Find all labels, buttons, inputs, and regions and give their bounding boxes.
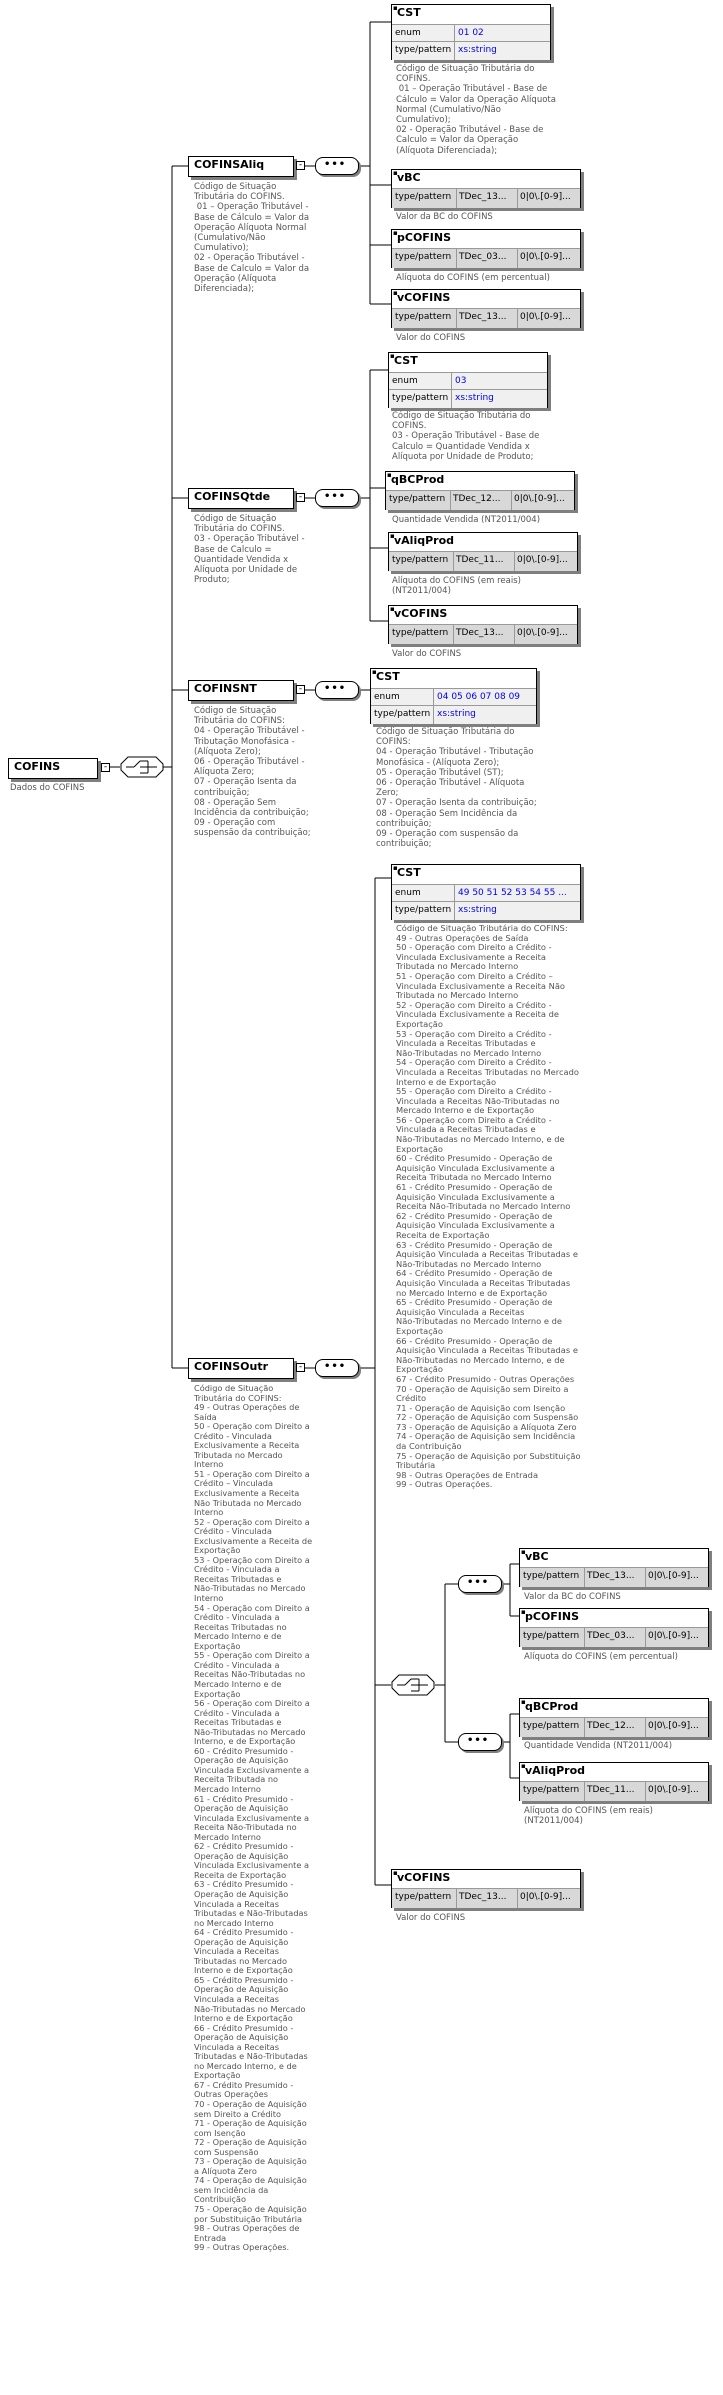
root-element-name: COFINS	[14, 760, 61, 773]
attribute-name: CST	[397, 6, 421, 19]
element-description: Código de Situação Tributária do COFINS: 49 - Outras Operações de Saída 50 - Operação com Direito a Crédito - Vinculada Exclusivamente a Receita Tributada no Mercado Interno 51 - Operação com Direito a Crédito – Vinculada Exclusivamente a Receita Não Tributada no Mercado Interno 52 - Operação com Direito a Crédito - Vinculada Exclusivamente a Receita de Exportação 53 - Operação com Direito a Crédito - Vinculada a Receitas Tributadas e Não-Tributadas no Mercado Interno 54 - Operação com Direito a Crédito - Vinculada a Receitas Tributadas no Mercado Interno e de Exportação 55 - Operação com Direito a Crédito - Vinculada a Receitas Não-Tributadas no Mercado Interno e de Exportação 56 - Operação com Direito a Crédito - Vinculada a Receitas Tributadas e Não-Tributadas no Mercado Interno, e de Exportação 60 - Crédito Presumido - Operação de Aquisição Vinculada Exclusivamente a Receita Tributada no Mercado Interno 61 - Crédito Presumido - Operação de Aquisição Vinculada Exclusivamente a Receita Não-Tributada no Mercado Interno 62 - Crédito Presumido - Operação de Aquisição Vinculada Exclusivamente a Receita de Exportação 63 - Crédito Presumido - Operação de Aquisição Vinculada a Receitas Tributadas e Não-Tributadas no Mercado Interno 64 - Crédito Presumido - Operação de Aquisição Vinculada a Receitas Tributadas no Mercado Interno e de Exportação 65 - Crédito Presumido - Operação de Aquisição Vinculada a Receitas Não-Tributadas no Mercado Interno e de Exportação 66 - Crédito Presumido - Operação de Aquisição Vinculada a Receitas Tributadas e Não-Tributadas no Mercado Interno, e de Exportação 67 - Crédito Presumido - Outras Operações 70 - Operação de Aquisição sem Direito a Crédito 71 - Operação de Aquisição com Isenção 72 - Operação de Aquisição com Suspensão 73 - Operação de Aquisição a Alíquota Zero 74 - Operação de Aquisição sem Incidência da Contribuição 75 - Operação de Aquisição por Substituição Tributária 98 - Outras Operações de Entrada 99 - Outras Operações.	[194, 1383, 313, 2253]
element-marker-icon: ▪	[393, 229, 398, 237]
type-label: type/pattern	[392, 628, 449, 638]
element-vcofins-qtde[interactable]	[388, 605, 578, 644]
element-marker-icon: ▪	[521, 1608, 526, 1616]
element-qbcprod-qtde[interactable]	[385, 471, 575, 510]
attribute-cst-nt[interactable]	[370, 668, 537, 724]
element-name: vCOFINS	[394, 607, 448, 620]
element-description: Valor da BC do COFINS	[396, 212, 493, 222]
element-marker-icon: ▪	[387, 471, 392, 479]
element-name: COFINSNT	[194, 682, 257, 695]
attribute-description: Código de Situação Tributária do COFINS. 01 – Operação Tributável - Base de Cálculo = Valor da Operação Alíquota Normal (Cumulativo/Não Cumulativo); 02 - Operação Tributável - Base de Calculo = Valor da Operação (Alíquota Diferenciada);	[396, 64, 556, 156]
type-value: xs:string	[455, 393, 494, 403]
type-value: TDec_11...	[456, 555, 504, 565]
element-description: Alíquota do COFINS (em percentual)	[396, 273, 550, 283]
element-name: qBCProd	[525, 1700, 579, 1713]
attribute-marker-icon: ▪	[390, 352, 395, 360]
expand-icon[interactable]: -	[296, 161, 305, 170]
expand-icon[interactable]: -	[101, 763, 110, 772]
type-label: type/pattern	[395, 312, 452, 322]
pattern-value: 0|0\.[0-9]...	[520, 252, 571, 262]
pattern-value: 0|0\.[0-9]...	[648, 1631, 699, 1641]
element-marker-icon: ▪	[390, 605, 395, 613]
type-value: xs:string	[458, 45, 497, 55]
element-vbc-outr[interactable]	[519, 1548, 709, 1587]
root-element-cofins[interactable]	[8, 758, 98, 779]
element-name: qBCProd	[391, 473, 445, 486]
element-description: Alíquota do COFINS (em reais) (NT2011/004)	[524, 1806, 653, 1827]
root-description: Dados do COFINS	[10, 783, 85, 793]
element-description: Quantidade Vendida (NT2011/004)	[392, 515, 541, 525]
enum-value: 01 02	[458, 28, 484, 38]
type-label: type/pattern	[395, 192, 452, 202]
type-value: TDec_12...	[453, 494, 501, 504]
enum-value: 49 50 51 52 53 54 55 ...	[458, 888, 567, 898]
expand-icon[interactable]: -	[296, 1363, 305, 1372]
element-description: Código de Situação Tributária do COFINS. 03 - Operação Tributável - Base de Calculo = Quantidade Vendida x Alíquota por Unidade de Produto;	[194, 514, 305, 586]
pattern-value: 0|0\.[0-9]...	[648, 1785, 699, 1795]
type-label: type/pattern	[395, 45, 452, 55]
pattern-value: 0|0\.[0-9]...	[514, 494, 565, 504]
element-name: pCOFINS	[397, 231, 452, 244]
element-cofinsoutr[interactable]	[188, 1358, 294, 1379]
element-description: Código de Situação Tributária do COFINS: 04 - Operação Tributável - Tributação Monofásica - (Alíquota Zero); 06 - Operação Tributável - Alíquota Zero; 07 - Operação Isenta da contribuição; 08 - Operação Sem Incidência da contribuição; 09 - Operação com suspensão da contribuição;	[194, 706, 311, 839]
sequence-connector-icon: •••	[315, 681, 359, 699]
element-cofinsnt[interactable]	[188, 680, 294, 701]
sequence-connector-icon: •••	[458, 1575, 502, 1593]
type-value: TDec_13...	[459, 312, 507, 322]
element-description: Valor do COFINS	[396, 1913, 466, 1923]
element-name: vBC	[397, 171, 421, 184]
element-name: vAliqProd	[394, 534, 455, 547]
element-name: COFINSQtde	[194, 490, 271, 503]
element-marker-icon: ▪	[521, 1548, 526, 1556]
type-label: type/pattern	[395, 905, 452, 915]
element-marker-icon: ▪	[521, 1698, 526, 1706]
type-label: type/pattern	[389, 494, 446, 504]
type-value: TDec_13...	[459, 1892, 507, 1902]
attribute-description: Código de Situação Tributária do COFINS. 03 - Operação Tributável - Base de Calculo = Quantidade Vendida x Alíquota por Unidade de Produto;	[392, 411, 540, 462]
element-marker-icon: ▪	[393, 1869, 398, 1877]
pattern-value: 0|0\.[0-9]...	[520, 192, 571, 202]
sequence-connector-icon: •••	[315, 489, 359, 507]
type-value: xs:string	[458, 905, 497, 915]
element-name: vBC	[525, 1550, 549, 1563]
type-label: type/pattern	[523, 1631, 580, 1641]
attribute-marker-icon: ▪	[393, 4, 398, 12]
attribute-cst-qtde[interactable]	[388, 352, 548, 408]
element-valiqprod-outr[interactable]	[519, 1762, 709, 1801]
choice-connector-icon	[391, 1674, 435, 1696]
type-label: type/pattern	[395, 1892, 452, 1902]
pattern-value: 0|0\.[0-9]...	[648, 1721, 699, 1731]
enum-label: enum	[395, 888, 421, 898]
pattern-value: 0|0\.[0-9]...	[517, 628, 568, 638]
element-name: COFINSOutr	[194, 1360, 269, 1373]
type-label: type/pattern	[392, 555, 449, 565]
attribute-name: CST	[394, 354, 418, 367]
type-label: type/pattern	[395, 252, 452, 262]
element-marker-icon: ▪	[393, 289, 398, 297]
pattern-value: 0|0\.[0-9]...	[520, 312, 571, 322]
sequence-connector-icon: •••	[458, 1733, 502, 1751]
attribute-cst-outr[interactable]	[391, 864, 581, 920]
element-vcofins-aliq[interactable]	[391, 289, 581, 328]
type-label: type/pattern	[523, 1785, 580, 1795]
attribute-marker-icon: ▪	[372, 668, 377, 676]
element-name: vCOFINS	[397, 1871, 451, 1884]
element-vbc-aliq[interactable]	[391, 169, 581, 208]
type-value: TDec_13...	[459, 192, 507, 202]
type-value: TDec_03...	[459, 252, 507, 262]
type-label: type/pattern	[392, 393, 449, 403]
expand-icon[interactable]: -	[296, 685, 305, 694]
choice-connector-icon	[120, 756, 164, 778]
element-description: Valor do COFINS	[396, 333, 466, 343]
sequence-connector-icon: •••	[315, 1359, 359, 1377]
element-marker-icon: ▪	[390, 532, 395, 540]
element-qbcprod-outr[interactable]	[519, 1698, 709, 1737]
attribute-marker-icon: ▪	[393, 864, 398, 872]
attribute-description: Código de Situação Tributária do COFINS: 04 - Operação Tributável - Tributação Monofásica - (Alíquota Zero); 05 - Operação Tributável (ST); 06 - Operação Tributável - Alíquota Zero; 07 - Operação Isenta da contribuição; 08 - Operação Sem Incidência da contribuição; 09 - Operação com suspensão da contribuição;	[376, 727, 537, 850]
attribute-name: CST	[397, 866, 421, 879]
attribute-cst-aliq[interactable]	[391, 4, 551, 60]
element-description: Quantidade Vendida (NT2011/004)	[524, 1741, 673, 1751]
attribute-name: CST	[376, 670, 400, 683]
element-cofinsaliq[interactable]	[188, 156, 294, 177]
element-pcofins-aliq[interactable]	[391, 229, 581, 268]
sequence-connector-icon: •••	[315, 157, 359, 175]
element-marker-icon: ▪	[521, 1762, 526, 1770]
expand-icon[interactable]: -	[296, 493, 305, 502]
type-value: TDec_13...	[587, 1571, 635, 1581]
type-value: TDec_03...	[587, 1631, 635, 1641]
element-name: COFINSAliq	[194, 158, 265, 171]
enum-label: enum	[392, 376, 418, 386]
element-name: vCOFINS	[397, 291, 451, 304]
enum-label: enum	[374, 692, 400, 702]
enum-value: 03	[455, 376, 467, 386]
enum-label: enum	[395, 28, 421, 38]
element-name: pCOFINS	[525, 1610, 580, 1623]
type-value: TDec_12...	[587, 1721, 635, 1731]
element-cofinsqtde[interactable]	[188, 488, 294, 509]
type-label: type/pattern	[523, 1721, 580, 1731]
type-value: TDec_11...	[587, 1785, 635, 1795]
element-pcofins-outr[interactable]	[519, 1608, 709, 1647]
type-label: type/pattern	[374, 709, 431, 719]
element-description: Código de Situação Tributária do COFINS. 01 – Operação Tributável - Base de Cálculo = Valor da Operação Alíquota Normal (Cumulativo/Não Cumulativo); 02 - Operação Tributável - Base de Calculo = Valor da Operação (Alíquota Diferenciada);	[194, 182, 310, 295]
type-value: xs:string	[437, 709, 476, 719]
type-value: TDec_13...	[456, 628, 504, 638]
attribute-description: Código de Situação Tributária do COFINS: 49 - Outras Operações de Saída 50 - Operação com Direito a Crédito - Vinculada Exclusivamente a Receita Tributada no Mercado Interno 51 - Operação com Direito a Crédito – Vinculada Exclusivamente a Receita Não Tributada no Mercado Interno 52 - Operação com Direito a Crédito - Vinculada Exclusivamente a Receita de Exportação 53 - Operação com Direito a Crédito - Vinculada a Receitas Tributadas e Não-Tributadas no Mercado Interno 54 - Operação com Direito a Crédito - Vinculada a Receitas Tributadas no Mercado Interno e de Exportação 55 - Operação com Direito a Crédito - Vinculada a Receitas Não-Tributadas no Mercado Interno e de Exportação 56 - Operação com Direito a Crédito - Vinculada a Receitas Tributadas e Não-Tributadas no Mercado Interno, e de Exportação 60 - Crédito Presumido - Operação de Aquisição Vinculada Exclusivamente a Receita Tributada no Mercado Interno 61 - Crédito Presumido - Operação de Aquisição Vinculada Exclusivamente a Receita Não-Tributada no Mercado Interno 62 - Crédito Presumido - Operação de Aquisição Vinculada Exclusivamente a Receita de Exportação 63 - Crédito Presumido - Operação de Aquisição Vinculada a Receitas Tributadas e Não-Tributadas no Mercado Interno 64 - Crédito Presumido - Operação de Aquisição Vinculada a Receitas Tributadas no Mercado Interno e de Exportação 65 - Crédito Presumido - Operação de Aquisição Vinculada a Receitas Não-Tributadas no Mercado Interno e de Exportação 66 - Crédito Presumido - Operação de Aquisição Vinculada a Receitas Tributadas e Não-Tributadas no Mercado Interno, e de Exportação 67 - Crédito Presumido - Outras Operações 70 - Operação de Aquisição sem Direito a Crédito 71 - Operação de Aquisição com Isenção 72 - Operação de Aquisição com Suspensão 73 - Operação de Aquisição a Alíquota Zero 74 - Operação de Aquisição sem Incidência da Contribuição 75 - Operação de Aquisição por Substituição Tributária 98 - Outras Operações de Entrada 99 - Outras Operações.	[396, 923, 581, 1490]
pattern-value: 0|0\.[0-9]...	[517, 555, 568, 565]
element-valiqprod-qtde[interactable]	[388, 532, 578, 571]
element-description: Valor do COFINS	[392, 649, 462, 659]
enum-value: 04 05 06 07 08 09	[437, 692, 521, 702]
element-marker-icon: ▪	[393, 169, 398, 177]
pattern-value: 0|0\.[0-9]...	[520, 1892, 571, 1902]
type-label: type/pattern	[523, 1571, 580, 1581]
element-vcofins-outr[interactable]	[391, 1869, 581, 1908]
element-name: vAliqProd	[525, 1764, 586, 1777]
element-description: Valor da BC do COFINS	[524, 1592, 621, 1602]
pattern-value: 0|0\.[0-9]...	[648, 1571, 699, 1581]
element-description: Alíquota do COFINS (em reais) (NT2011/004)	[392, 576, 521, 597]
element-description: Alíquota do COFINS (em percentual)	[524, 1652, 678, 1662]
